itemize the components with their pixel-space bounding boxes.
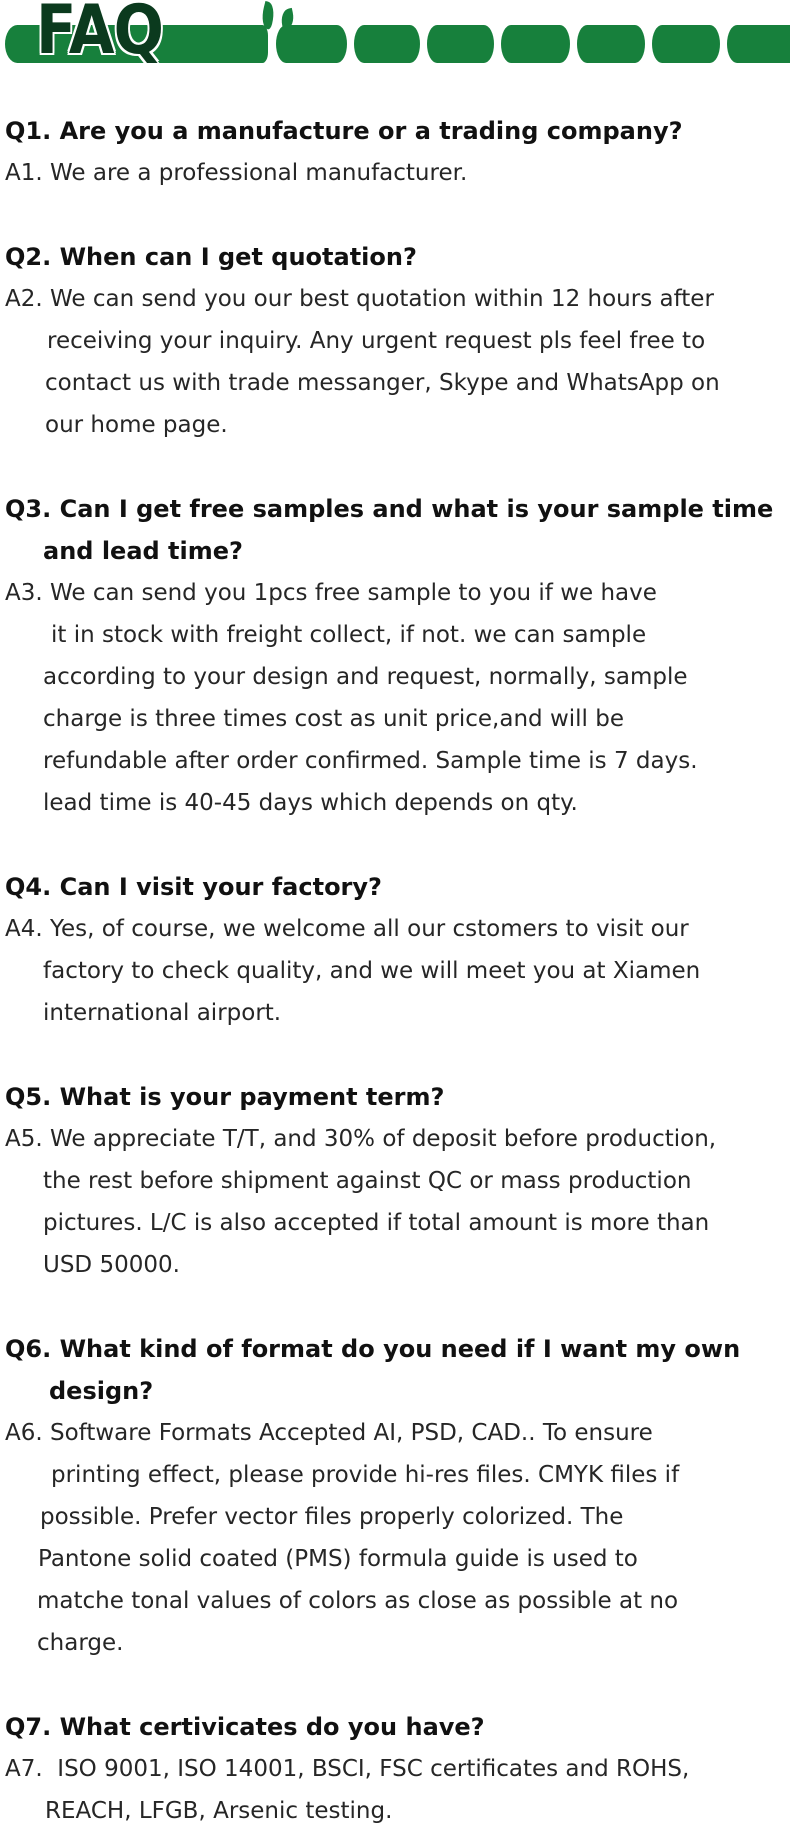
faq-item: [5, 110, 790, 194]
bamboo-segment: [427, 25, 494, 63]
faq-item: [5, 488, 790, 824]
question-line: Q6. What kind of format do you need if I want my own: [5, 1335, 741, 1363]
faq-item: [5, 866, 790, 1034]
answer-line: REACH, LFGB, Arsenic testing.: [45, 1798, 393, 1824]
answer-line: A7. ISO 9001, ISO 14001, BSCI, FSC certificates and ROHS,: [5, 1756, 690, 1782]
question-line: and lead time?: [43, 537, 243, 565]
answer-line: matche tonal values of colors as close as possible at no: [37, 1588, 679, 1614]
answer-line: according to your design and request, normally, sample: [43, 664, 688, 690]
answer-line: our home page.: [45, 412, 228, 438]
question-line: Q1. Are you a manufacture or a trading company?: [5, 117, 683, 145]
answer-line: refundable after order confirmed. Sample time is 7 days.: [43, 748, 698, 774]
answer-line: possible. Prefer vector files properly colorized. The: [40, 1504, 624, 1530]
question-line: Q5. What is your payment term?: [5, 1083, 445, 1111]
answer-line: lead time is 40-45 days which depends on qty.: [43, 790, 578, 816]
answer-line: USD 50000.: [43, 1252, 180, 1278]
faq-item: [5, 1328, 790, 1664]
answer-line: contact us with trade messanger, Skype and WhatsApp on: [45, 370, 720, 396]
question-line: Q7. What certivicates do you have?: [5, 1713, 485, 1741]
faq-item: [5, 1706, 790, 1832]
answer-line: the rest before shipment against QC or mass production: [43, 1168, 692, 1194]
bamboo-banner: [0, 0, 790, 70]
answer-line: A4. Yes, of course, we welcome all our cstomers to visit our: [5, 916, 689, 942]
answer-line: pictures. L/C is also accepted if total amount is more than: [43, 1210, 710, 1236]
answer-line: it in stock with freight collect, if not. we can sample: [51, 622, 647, 648]
answer-line: receiving your inquiry. Any urgent request pls feel free to: [47, 328, 706, 354]
question-line: Q3. Can I get free samples and what is your sample time: [5, 495, 774, 523]
answer-line: printing effect, please provide hi-res files. CMYK files if: [51, 1462, 680, 1488]
answer-line: charge.: [37, 1630, 124, 1656]
faq-item: [5, 1076, 790, 1286]
bamboo-segment: [652, 25, 720, 63]
bamboo-segment: [276, 25, 347, 63]
faq-list: [0, 66, 790, 1832]
answer-line: A6. Software Formats Accepted AI, PSD, CAD.. To ensure: [5, 1420, 653, 1446]
answer-line: A2. We can send you our best quotation within 12 hours after: [5, 286, 714, 312]
question-line: Q4. Can I visit your factory?: [5, 873, 382, 901]
answer-line: charge is three times cost as unit price,and will be: [43, 706, 624, 732]
answer-line: international airport.: [43, 1000, 282, 1026]
bamboo-segment: [354, 25, 420, 63]
question-line: Q2. When can I get quotation?: [5, 243, 417, 271]
answer-line: A1. We are a professional manufacturer.: [5, 160, 468, 186]
answer-line: Pantone solid coated (PMS) formula guide is used to: [38, 1546, 638, 1572]
bamboo-segment: [577, 25, 645, 63]
answer-line: factory to check quality, and we will meet you at Xiamen: [43, 958, 701, 984]
bamboo-segment: [501, 25, 570, 63]
faq-item: [5, 236, 790, 446]
question-line: design?: [49, 1377, 154, 1405]
answer-line: A3. We can send you 1pcs free sample to you if we have: [5, 580, 657, 606]
answer-line: A5. We appreciate T/T, and 30% of deposit before production,: [5, 1126, 717, 1152]
bamboo-segment: [727, 25, 790, 63]
page-title: FAQ: [36, 0, 164, 70]
